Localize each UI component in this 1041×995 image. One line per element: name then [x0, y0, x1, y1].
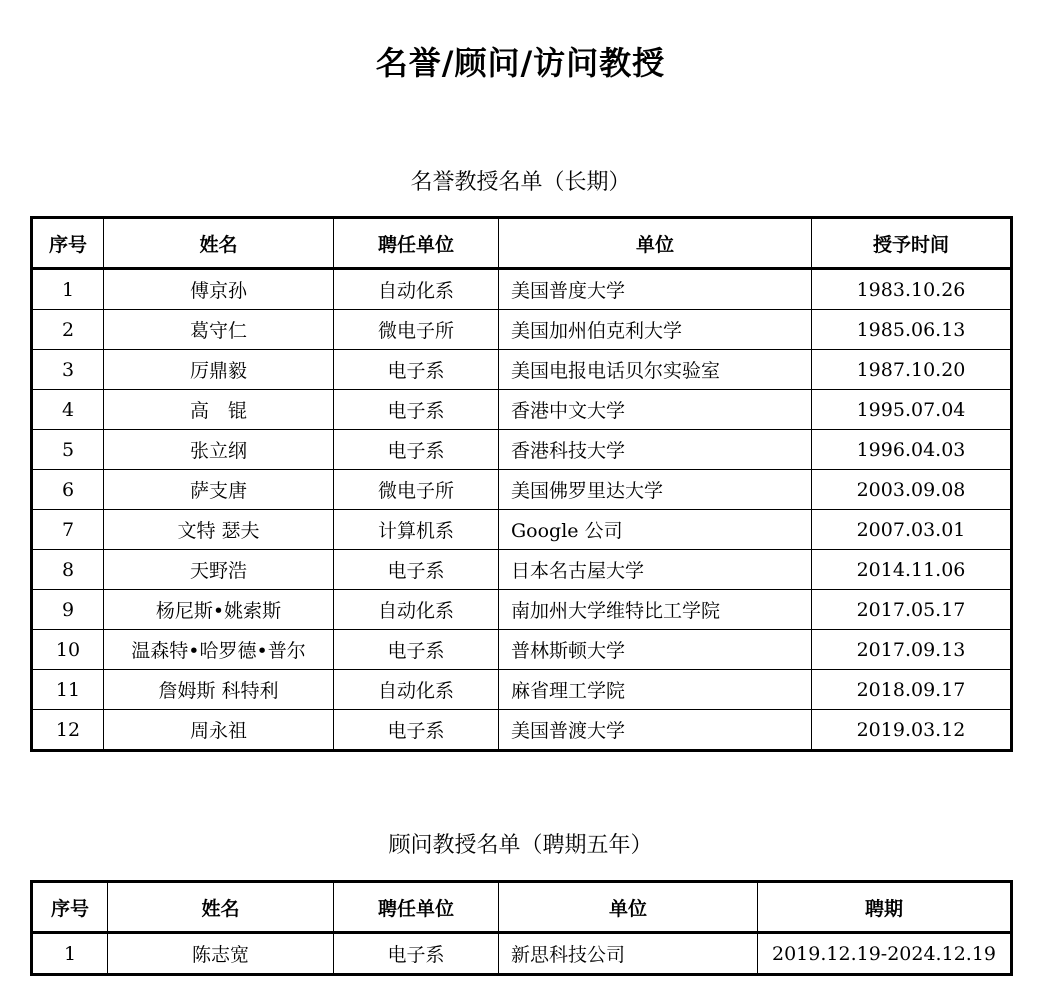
cell-org: 香港中文大学: [499, 390, 812, 430]
cell-no: 1: [32, 933, 108, 975]
cell-date: 1985.06.13: [812, 310, 1012, 350]
table-row: [32, 350, 1012, 390]
cell-dept: 电子系: [334, 933, 499, 975]
cell-date: 1983.10.26: [812, 269, 1012, 310]
header-org: 单位: [499, 218, 812, 269]
cell-no: 10: [32, 630, 104, 670]
cell-term: 2019.12.19-2024.12.19: [758, 933, 1012, 975]
cell-org: 美国加州伯克利大学: [499, 310, 812, 350]
cell-org: 日本名古屋大学: [499, 550, 812, 590]
cell-name: 陈志宽: [108, 933, 334, 975]
table-row: [32, 710, 1012, 751]
cell-date: 2017.09.13: [812, 630, 1012, 670]
cell-no: 9: [32, 590, 104, 630]
cell-org: 麻省理工学院: [499, 670, 812, 710]
header-no: 序号: [32, 882, 108, 933]
cell-dept: 自动化系: [334, 269, 499, 310]
cell-date: 2018.09.17: [812, 670, 1012, 710]
table-row: [32, 670, 1012, 710]
cell-name: 文特 瑟夫: [104, 510, 334, 550]
table-row: [32, 430, 1012, 470]
cell-org: 美国佛罗里达大学: [499, 470, 812, 510]
cell-name: 萨支唐: [104, 470, 334, 510]
cell-org: 美国电报电话贝尔实验室: [499, 350, 812, 390]
cell-name: 温森特•哈罗德•普尔: [104, 630, 334, 670]
cell-no: 5: [32, 430, 104, 470]
cell-dept: 电子系: [334, 630, 499, 670]
cell-dept: 电子系: [334, 710, 499, 751]
cell-date: 1987.10.20: [812, 350, 1012, 390]
header-dept: 聘任单位: [334, 218, 499, 269]
cell-no: 2: [32, 310, 104, 350]
cell-org: 美国普渡大学: [499, 710, 812, 751]
advisory-professor-table: [30, 880, 1013, 976]
cell-name: 天野浩: [104, 550, 334, 590]
table-row: [32, 390, 1012, 430]
cell-name: 杨尼斯•姚索斯: [104, 590, 334, 630]
cell-name: 葛守仁: [104, 310, 334, 350]
table-row: [32, 269, 1012, 310]
cell-date: 1995.07.04: [812, 390, 1012, 430]
cell-org: Google 公司: [499, 510, 812, 550]
advisory-section-title: 顾问教授名单（聘期五年）: [388, 833, 653, 858]
cell-name: 高 锟: [104, 390, 334, 430]
header-date: 授予时间: [812, 218, 1012, 269]
cell-no: 3: [32, 350, 104, 390]
header-name: 姓名: [108, 882, 334, 933]
table-header-row: [32, 882, 1012, 933]
cell-date: 2017.05.17: [812, 590, 1012, 630]
table-header-row: [32, 218, 1012, 269]
honorary-section-title: 名誉教授名单（长期）: [410, 170, 631, 195]
cell-dept: 电子系: [334, 550, 499, 590]
cell-dept: 计算机系: [334, 510, 499, 550]
cell-no: 4: [32, 390, 104, 430]
honorary-professor-table: [30, 216, 1013, 752]
cell-org: 南加州大学维特比工学院: [499, 590, 812, 630]
header-name: 姓名: [104, 218, 334, 269]
table-row: [32, 310, 1012, 350]
cell-dept: 电子系: [334, 350, 499, 390]
cell-no: 8: [32, 550, 104, 590]
cell-dept: 电子系: [334, 430, 499, 470]
cell-dept: 自动化系: [334, 670, 499, 710]
cell-dept: 电子系: [334, 390, 499, 430]
table-row: [32, 470, 1012, 510]
cell-name: 厉鼎毅: [104, 350, 334, 390]
cell-name: 张立纲: [104, 430, 334, 470]
cell-no: 12: [32, 710, 104, 751]
cell-no: 6: [32, 470, 104, 510]
table-row: [32, 550, 1012, 590]
table-row: [32, 933, 1012, 975]
cell-no: 7: [32, 510, 104, 550]
cell-name: 傅京孙: [104, 269, 334, 310]
table-row: [32, 510, 1012, 550]
cell-org: 香港科技大学: [499, 430, 812, 470]
cell-date: 2007.03.01: [812, 510, 1012, 550]
cell-org: 普林斯顿大学: [499, 630, 812, 670]
cell-dept: 微电子所: [334, 470, 499, 510]
header-dept: 聘任单位: [334, 882, 499, 933]
cell-dept: 自动化系: [334, 590, 499, 630]
cell-name: 詹姆斯 科特利: [104, 670, 334, 710]
cell-no: 11: [32, 670, 104, 710]
table-row: [32, 630, 1012, 670]
table-row: [32, 590, 1012, 630]
cell-date: 2003.09.08: [812, 470, 1012, 510]
header-term: 聘期: [758, 882, 1012, 933]
header-org: 单位: [499, 882, 758, 933]
cell-date: 2014.11.06: [812, 550, 1012, 590]
cell-org: 新思科技公司: [499, 933, 758, 975]
header-no: 序号: [32, 218, 104, 269]
cell-no: 1: [32, 269, 104, 310]
cell-dept: 微电子所: [334, 310, 499, 350]
page-title: 名誉/顾问/访问教授: [375, 44, 666, 82]
cell-org: 美国普度大学: [499, 269, 812, 310]
cell-date: 1996.04.03: [812, 430, 1012, 470]
cell-date: 2019.03.12: [812, 710, 1012, 751]
cell-name: 周永祖: [104, 710, 334, 751]
